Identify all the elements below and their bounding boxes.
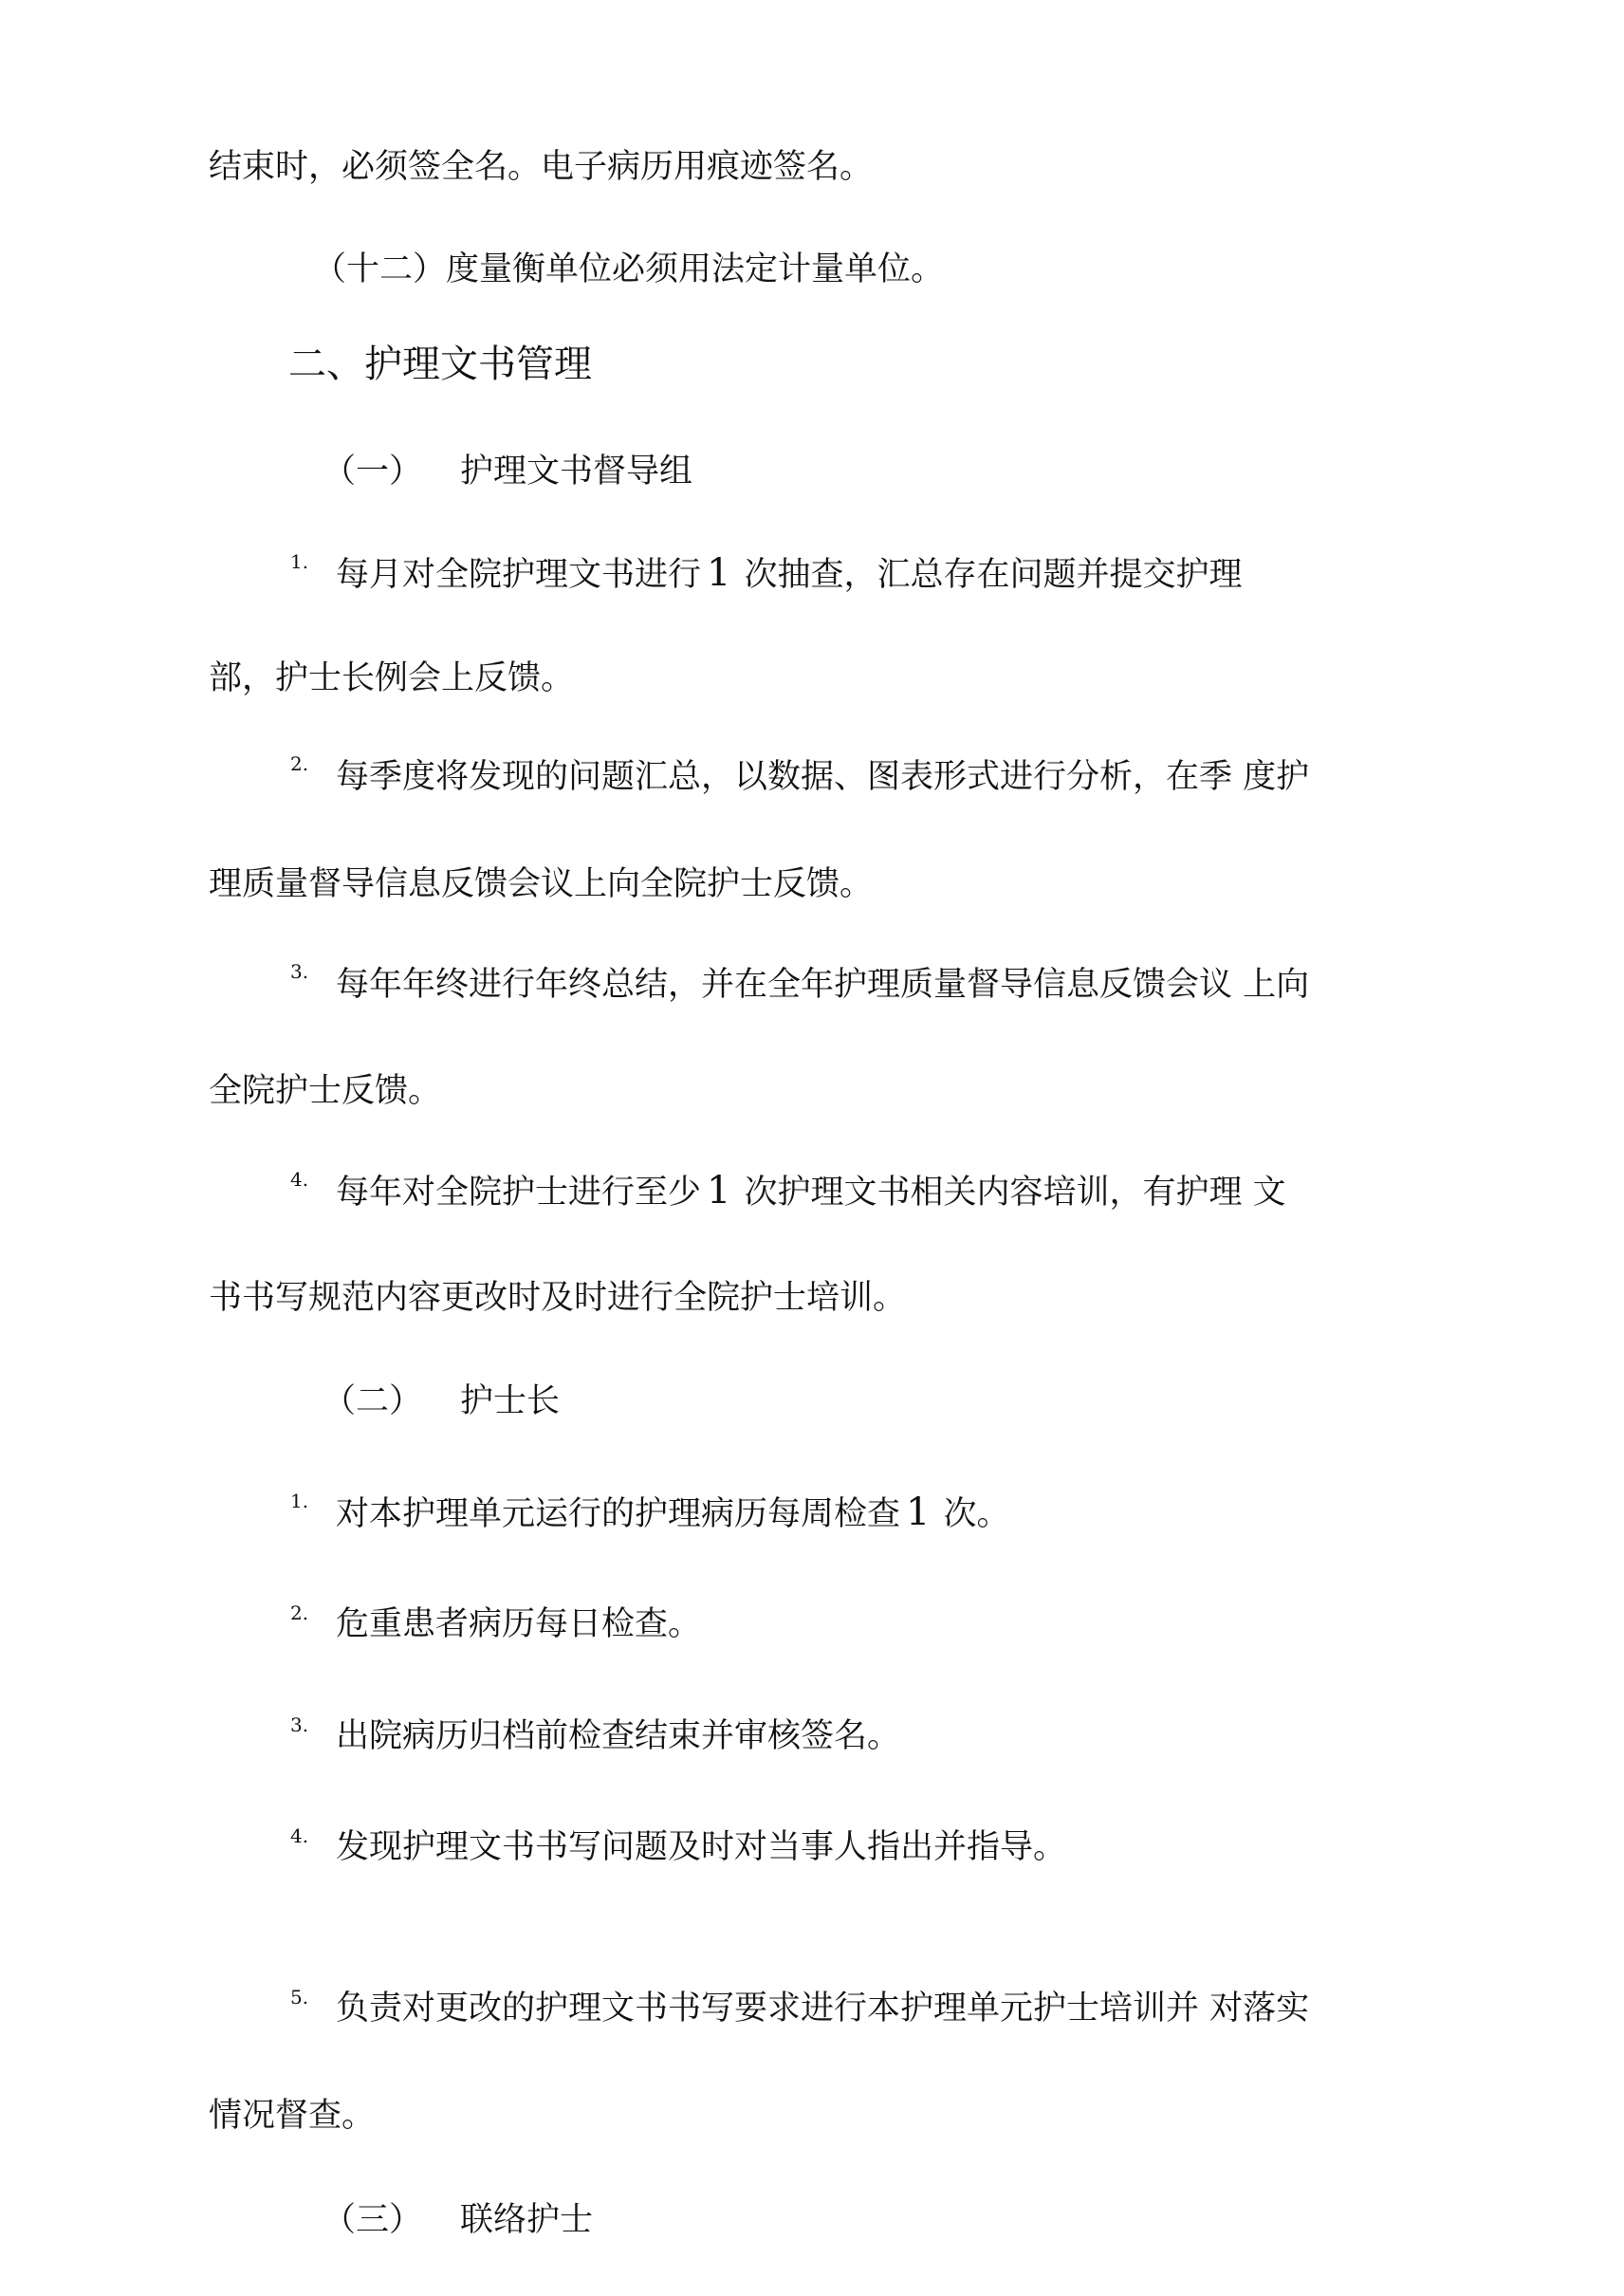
subsection-title: 护士长	[460, 1382, 561, 1420]
list-item: 每年年终进行年终总结，并在全年护理质量督导信息反馈会议 上向	[336, 966, 1310, 1004]
list-item-count: 1	[906, 1491, 931, 1534]
clause-twelve: （十二）度量衡单位必须用法定计量单位。	[313, 250, 945, 288]
list-item-number: 4.	[290, 1168, 309, 1191]
list-item-number: 3.	[290, 960, 309, 983]
paragraph-continuation: 结束时，必须签全名。电子病历用痕迹签名。	[209, 148, 874, 186]
list-item-number: 5.	[290, 1986, 309, 2009]
list-item-text: 次。	[943, 1495, 1010, 1533]
list-item-number: 4.	[290, 1824, 309, 1847]
list-item	[336, 1491, 1009, 1535]
list-item: 发现护理文书书写问题及时对当事人指出并指导。	[336, 1828, 1067, 1866]
list-item-continuation: 理质量督导信息反馈会议上向全院护士反馈。	[209, 865, 874, 903]
list-item-number: 3.	[290, 1713, 309, 1736]
list-item-text: 每月对全院护理文书进行	[336, 556, 702, 594]
subsection-label: （三）	[323, 2201, 423, 2239]
list-item: 危重患者病历每日检查。	[336, 1605, 702, 1643]
list-item: 出院病历归档前检查结束并审核签名。	[336, 1717, 901, 1755]
list-item-continuation: 部，护士长例会上反馈。	[209, 659, 575, 697]
list-item-continuation: 情况督查。	[209, 2097, 376, 2135]
list-item: 负责对更改的护理文书书写要求进行本护理单元护士培训并 对落实	[336, 1990, 1310, 2028]
list-item-number: 2.	[290, 1602, 309, 1624]
list-item-text: 次护理文书相关内容培训，有护理 文	[744, 1174, 1286, 1212]
list-item-number: 1.	[290, 1490, 309, 1512]
list-item: 每季度将发现的问题汇总，以数据、图表形式进行分析，在季 度护	[336, 758, 1310, 796]
list-item	[336, 1170, 1286, 1213]
subsection-heading-head-nurse	[323, 1380, 560, 1422]
list-item-text: 每年对全院护士进行至少	[336, 1174, 702, 1212]
section-heading: 二、护理文书管理	[288, 343, 592, 386]
list-item-count: 1	[707, 1169, 731, 1213]
list-item-count: 1	[707, 551, 731, 595]
subsection-title: 联络护士	[460, 2201, 594, 2239]
list-item-text: 次抽查，汇总存在问题并提交护理	[744, 556, 1243, 594]
list-item	[336, 552, 1242, 596]
list-item-number: 1.	[290, 550, 309, 573]
subsection-title: 护理文书督导组	[460, 453, 693, 491]
subsection-label: （二）	[323, 1382, 423, 1420]
subsection-heading-supervision-group	[323, 451, 692, 492]
subsection-heading-liaison-nurse	[323, 2199, 593, 2241]
list-item-text: 对本护理单元运行的护理病历每周检查	[336, 1495, 901, 1533]
list-item-number: 2.	[290, 752, 309, 775]
list-item-continuation: 全院护士反馈。	[209, 1072, 442, 1110]
subsection-label: （一）	[323, 453, 423, 491]
list-item-continuation: 书书写规范内容更改时及时进行全院护士培训。	[209, 1279, 907, 1317]
